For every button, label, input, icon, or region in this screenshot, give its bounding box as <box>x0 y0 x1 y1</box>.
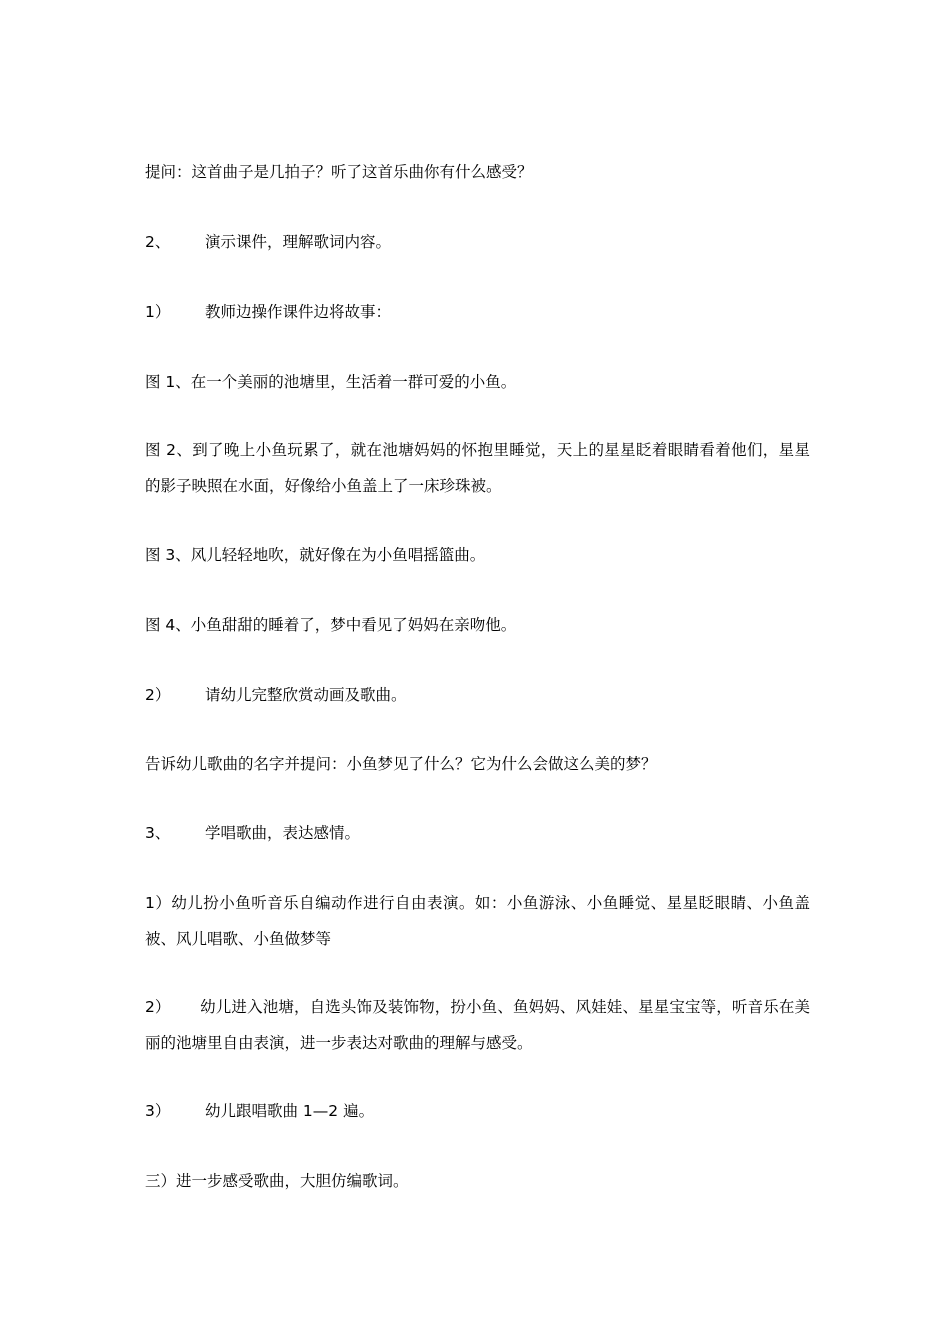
paragraph-figure-2: 图 2、到了晚上小鱼玩累了，就在池塘妈妈的怀抱里睡觉，天上的星星眨着眼睛看着他们，星星的影子映照在水面，好像给小鱼盖上了一床珍珠被。 <box>145 441 810 495</box>
substep-text: 教师边操作课件边将故事： <box>205 303 392 321</box>
paragraph-activity-2 <box>145 989 810 1061</box>
paragraph-figure-3: 图 3、风儿轻轻地吹，就好像在为小鱼唱摇篮曲。 <box>145 546 486 564</box>
substep-text: 幼儿进入池塘，自选头饰及装饰物，扮小鱼、鱼妈妈、风娃娃、星星宝宝等，听音乐在美丽的池塘里自由表演，进一步表达对歌曲的理解与感受。 <box>145 998 810 1052</box>
paragraph-activity-1: 1）幼儿扮小鱼听音乐自编动作进行自由表演。如：小鱼游泳、小鱼睡觉、星星眨眼睛、小鱼盖被、风儿唱歌、小鱼做梦等 <box>145 894 810 948</box>
substep-number: 3） <box>145 1102 171 1120</box>
substep-text: 请幼儿完整欣赏动画及歌曲。 <box>205 686 407 704</box>
step-text: 演示课件，理解歌词内容。 <box>205 233 392 251</box>
paragraph-figure-1: 图 1、在一个美丽的池塘里，生活着一群可爱的小鱼。 <box>145 373 517 391</box>
paragraph-substep-2 <box>145 677 810 713</box>
substep-number: 1） <box>145 303 171 321</box>
substep-number: 2） <box>145 998 171 1016</box>
paragraph-step-2 <box>145 224 810 260</box>
paragraph-step-3 <box>145 815 810 851</box>
paragraph-figure-4: 图 4、小鱼甜甜的睡着了，梦中看见了妈妈在亲吻他。 <box>145 616 517 634</box>
paragraph-question: 提问：这首曲子是几拍子？听了这首乐曲你有什么感受？ <box>145 163 533 181</box>
substep-text: 幼儿跟唱歌曲 1—2 遍。 <box>205 1102 375 1120</box>
step-text: 学唱歌曲，表达感情。 <box>205 824 361 842</box>
substep-number: 2） <box>145 686 171 704</box>
paragraph-substep-1 <box>145 294 810 330</box>
paragraph-section-3: 三）进一步感受歌曲，大胆仿编歌词。 <box>145 1172 409 1190</box>
paragraph-activity-3 <box>145 1093 810 1129</box>
paragraph-ask: 告诉幼儿歌曲的名字并提问：小鱼梦见了什么？它为什么会做这么美的梦？ <box>145 755 657 773</box>
step-number: 2、 <box>145 233 171 251</box>
step-number: 3、 <box>145 824 171 842</box>
